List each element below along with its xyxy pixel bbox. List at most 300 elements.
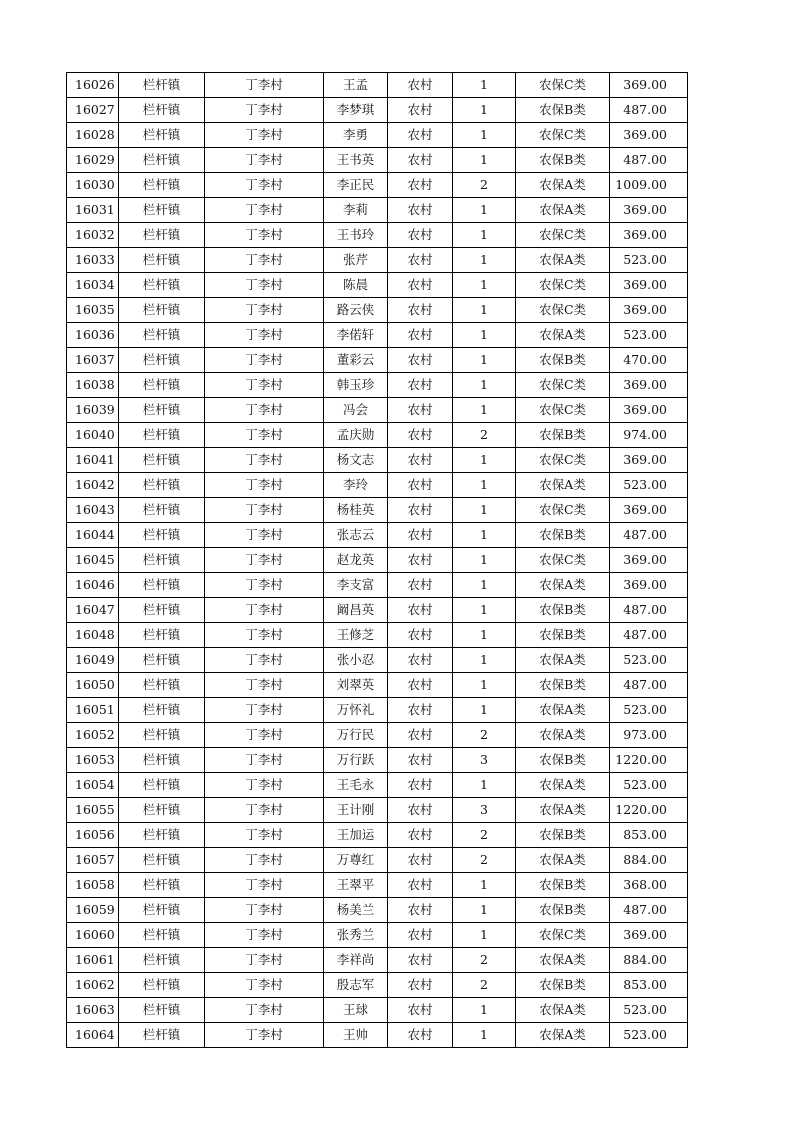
household-type-cell: 农村 xyxy=(388,323,453,348)
amount-cell: 853.00 xyxy=(610,823,688,848)
table-row xyxy=(67,948,688,973)
record-id-cell: 16052 xyxy=(67,723,119,748)
insurance-class-cell: 农保B类 xyxy=(516,973,610,998)
amount-cell: 1220.00 xyxy=(610,798,688,823)
person-count-cell: 1 xyxy=(453,898,516,923)
record-id-cell: 16041 xyxy=(67,448,119,473)
record-id-cell: 16046 xyxy=(67,573,119,598)
household-type-cell: 农村 xyxy=(388,373,453,398)
village-cell: 丁李村 xyxy=(205,598,324,623)
insurance-class-cell: 农保C类 xyxy=(516,923,610,948)
person-count-cell: 1 xyxy=(453,323,516,348)
insurance-class-cell: 农保A类 xyxy=(516,198,610,223)
village-cell: 丁李村 xyxy=(205,398,324,423)
insurance-class-cell: 农保A类 xyxy=(516,723,610,748)
household-type-cell: 农村 xyxy=(388,598,453,623)
person-count-cell: 1 xyxy=(453,223,516,248)
town-cell: 栏杆镇 xyxy=(119,698,205,723)
household-type-cell: 农村 xyxy=(388,173,453,198)
table-row xyxy=(67,648,688,673)
insurance-class-cell: 农保C类 xyxy=(516,448,610,473)
amount-cell: 523.00 xyxy=(610,998,688,1023)
town-cell: 栏杆镇 xyxy=(119,473,205,498)
record-id-cell: 16062 xyxy=(67,973,119,998)
table-row xyxy=(67,123,688,148)
name-cell: 张秀兰 xyxy=(324,923,388,948)
name-cell: 王翠平 xyxy=(324,873,388,898)
record-id-cell: 16044 xyxy=(67,523,119,548)
village-cell: 丁李村 xyxy=(205,98,324,123)
amount-cell: 523.00 xyxy=(610,323,688,348)
household-type-cell: 农村 xyxy=(388,548,453,573)
amount-cell: 523.00 xyxy=(610,1023,688,1048)
person-count-cell: 1 xyxy=(453,598,516,623)
amount-cell: 369.00 xyxy=(610,498,688,523)
village-cell: 丁李村 xyxy=(205,323,324,348)
name-cell: 李祥尚 xyxy=(324,948,388,973)
household-type-cell: 农村 xyxy=(388,998,453,1023)
town-cell: 栏杆镇 xyxy=(119,173,205,198)
household-type-cell: 农村 xyxy=(388,73,453,98)
table-row xyxy=(67,473,688,498)
town-cell: 栏杆镇 xyxy=(119,498,205,523)
record-id-cell: 16064 xyxy=(67,1023,119,1048)
name-cell: 路云侠 xyxy=(324,298,388,323)
name-cell: 万尊红 xyxy=(324,848,388,873)
insurance-class-cell: 农保A类 xyxy=(516,998,610,1023)
person-count-cell: 2 xyxy=(453,948,516,973)
insurance-class-cell: 农保A类 xyxy=(516,798,610,823)
town-cell: 栏杆镇 xyxy=(119,73,205,98)
household-type-cell: 农村 xyxy=(388,623,453,648)
amount-cell: 369.00 xyxy=(610,298,688,323)
record-id-cell: 16049 xyxy=(67,648,119,673)
town-cell: 栏杆镇 xyxy=(119,623,205,648)
town-cell: 栏杆镇 xyxy=(119,398,205,423)
table-row xyxy=(67,148,688,173)
table-row xyxy=(67,523,688,548)
household-type-cell: 农村 xyxy=(388,923,453,948)
person-count-cell: 1 xyxy=(453,773,516,798)
table-row xyxy=(67,273,688,298)
person-count-cell: 1 xyxy=(453,473,516,498)
amount-cell: 884.00 xyxy=(610,848,688,873)
town-cell: 栏杆镇 xyxy=(119,948,205,973)
name-cell: 李梦琪 xyxy=(324,98,388,123)
insurance-class-cell: 农保A类 xyxy=(516,1023,610,1048)
table-row xyxy=(67,373,688,398)
insurance-class-cell: 农保B类 xyxy=(516,898,610,923)
town-cell: 栏杆镇 xyxy=(119,998,205,1023)
town-cell: 栏杆镇 xyxy=(119,523,205,548)
town-cell: 栏杆镇 xyxy=(119,823,205,848)
table-row xyxy=(67,323,688,348)
name-cell: 刘翠英 xyxy=(324,673,388,698)
name-cell: 王孟 xyxy=(324,73,388,98)
amount-cell: 369.00 xyxy=(610,398,688,423)
name-cell: 王书玲 xyxy=(324,223,388,248)
record-id-cell: 16059 xyxy=(67,898,119,923)
amount-cell: 487.00 xyxy=(610,148,688,173)
record-id-cell: 16047 xyxy=(67,598,119,623)
record-id-cell: 16063 xyxy=(67,998,119,1023)
household-type-cell: 农村 xyxy=(388,98,453,123)
town-cell: 栏杆镇 xyxy=(119,423,205,448)
insurance-class-cell: 农保C类 xyxy=(516,273,610,298)
household-type-cell: 农村 xyxy=(388,223,453,248)
name-cell: 陈晨 xyxy=(324,273,388,298)
person-count-cell: 1 xyxy=(453,648,516,673)
table-row xyxy=(67,248,688,273)
village-cell: 丁李村 xyxy=(205,548,324,573)
name-cell: 李勇 xyxy=(324,123,388,148)
person-count-cell: 2 xyxy=(453,723,516,748)
village-cell: 丁李村 xyxy=(205,248,324,273)
amount-cell: 369.00 xyxy=(610,548,688,573)
village-cell: 丁李村 xyxy=(205,523,324,548)
amount-cell: 368.00 xyxy=(610,873,688,898)
insurance-class-cell: 农保C类 xyxy=(516,223,610,248)
record-id-cell: 16057 xyxy=(67,848,119,873)
insurance-class-cell: 农保C类 xyxy=(516,123,610,148)
table-row xyxy=(67,998,688,1023)
table-row xyxy=(67,1023,688,1048)
person-count-cell: 1 xyxy=(453,923,516,948)
town-cell: 栏杆镇 xyxy=(119,848,205,873)
table-row xyxy=(67,173,688,198)
record-id-cell: 16030 xyxy=(67,173,119,198)
amount-cell: 523.00 xyxy=(610,248,688,273)
record-id-cell: 16037 xyxy=(67,348,119,373)
town-cell: 栏杆镇 xyxy=(119,648,205,673)
person-count-cell: 2 xyxy=(453,173,516,198)
household-type-cell: 农村 xyxy=(388,473,453,498)
name-cell: 杨桂英 xyxy=(324,498,388,523)
record-id-cell: 16031 xyxy=(67,198,119,223)
name-cell: 李正民 xyxy=(324,173,388,198)
household-type-cell: 农村 xyxy=(388,498,453,523)
record-id-cell: 16039 xyxy=(67,398,119,423)
insurance-class-cell: 农保A类 xyxy=(516,248,610,273)
household-type-cell: 农村 xyxy=(388,648,453,673)
amount-cell: 523.00 xyxy=(610,773,688,798)
insurance-class-cell: 农保A类 xyxy=(516,173,610,198)
record-id-cell: 16035 xyxy=(67,298,119,323)
name-cell: 王帅 xyxy=(324,1023,388,1048)
town-cell: 栏杆镇 xyxy=(119,248,205,273)
household-type-cell: 农村 xyxy=(388,398,453,423)
table-row xyxy=(67,898,688,923)
insurance-class-cell: 农保B类 xyxy=(516,523,610,548)
village-cell: 丁李村 xyxy=(205,573,324,598)
table-row xyxy=(67,873,688,898)
insurance-class-cell: 农保C类 xyxy=(516,73,610,98)
village-cell: 丁李村 xyxy=(205,198,324,223)
insurance-class-cell: 农保C类 xyxy=(516,298,610,323)
record-id-cell: 16028 xyxy=(67,123,119,148)
record-id-cell: 16053 xyxy=(67,748,119,773)
name-cell: 李支富 xyxy=(324,573,388,598)
town-cell: 栏杆镇 xyxy=(119,773,205,798)
insurance-class-cell: 农保A类 xyxy=(516,323,610,348)
household-type-cell: 农村 xyxy=(388,698,453,723)
town-cell: 栏杆镇 xyxy=(119,348,205,373)
name-cell: 董彩云 xyxy=(324,348,388,373)
name-cell: 杨文志 xyxy=(324,448,388,473)
household-type-cell: 农村 xyxy=(388,673,453,698)
person-count-cell: 1 xyxy=(453,623,516,648)
amount-cell: 487.00 xyxy=(610,673,688,698)
town-cell: 栏杆镇 xyxy=(119,548,205,573)
amount-cell: 973.00 xyxy=(610,723,688,748)
record-id-cell: 16054 xyxy=(67,773,119,798)
person-count-cell: 2 xyxy=(453,848,516,873)
record-id-cell: 16050 xyxy=(67,673,119,698)
town-cell: 栏杆镇 xyxy=(119,973,205,998)
village-cell: 丁李村 xyxy=(205,173,324,198)
village-cell: 丁李村 xyxy=(205,748,324,773)
insurance-class-cell: 农保B类 xyxy=(516,873,610,898)
insurance-class-cell: 农保B类 xyxy=(516,423,610,448)
household-type-cell: 农村 xyxy=(388,123,453,148)
person-count-cell: 3 xyxy=(453,798,516,823)
town-cell: 栏杆镇 xyxy=(119,123,205,148)
insurance-class-cell: 农保A类 xyxy=(516,948,610,973)
table-row xyxy=(67,673,688,698)
amount-cell: 369.00 xyxy=(610,223,688,248)
village-cell: 丁李村 xyxy=(205,448,324,473)
name-cell: 万怀礼 xyxy=(324,698,388,723)
table-row xyxy=(67,848,688,873)
insurance-class-cell: 农保B类 xyxy=(516,623,610,648)
name-cell: 张芹 xyxy=(324,248,388,273)
household-type-cell: 农村 xyxy=(388,198,453,223)
amount-cell: 487.00 xyxy=(610,598,688,623)
name-cell: 赵龙英 xyxy=(324,548,388,573)
household-type-cell: 农村 xyxy=(388,873,453,898)
household-type-cell: 农村 xyxy=(388,448,453,473)
town-cell: 栏杆镇 xyxy=(119,923,205,948)
household-type-cell: 农村 xyxy=(388,798,453,823)
table-row xyxy=(67,198,688,223)
person-count-cell: 1 xyxy=(453,198,516,223)
table-row xyxy=(67,448,688,473)
person-count-cell: 1 xyxy=(453,148,516,173)
person-count-cell: 1 xyxy=(453,73,516,98)
person-count-cell: 1 xyxy=(453,448,516,473)
household-type-cell: 农村 xyxy=(388,248,453,273)
amount-cell: 369.00 xyxy=(610,123,688,148)
amount-cell: 1009.00 xyxy=(610,173,688,198)
person-count-cell: 1 xyxy=(453,698,516,723)
household-type-cell: 农村 xyxy=(388,748,453,773)
record-id-cell: 16056 xyxy=(67,823,119,848)
record-id-cell: 16026 xyxy=(67,73,119,98)
record-id-cell: 16027 xyxy=(67,98,119,123)
insurance-class-cell: 农保B类 xyxy=(516,148,610,173)
table-row xyxy=(67,398,688,423)
table-row xyxy=(67,598,688,623)
amount-cell: 523.00 xyxy=(610,648,688,673)
table-row xyxy=(67,798,688,823)
table-row xyxy=(67,298,688,323)
record-id-cell: 16058 xyxy=(67,873,119,898)
name-cell: 李玲 xyxy=(324,473,388,498)
person-count-cell: 1 xyxy=(453,348,516,373)
person-count-cell: 1 xyxy=(453,998,516,1023)
table-row xyxy=(67,773,688,798)
person-count-cell: 1 xyxy=(453,123,516,148)
household-type-cell: 农村 xyxy=(388,423,453,448)
table-row xyxy=(67,498,688,523)
insurance-class-cell: 农保C类 xyxy=(516,373,610,398)
village-cell: 丁李村 xyxy=(205,773,324,798)
village-cell: 丁李村 xyxy=(205,673,324,698)
town-cell: 栏杆镇 xyxy=(119,748,205,773)
town-cell: 栏杆镇 xyxy=(119,373,205,398)
amount-cell: 884.00 xyxy=(610,948,688,973)
table-row xyxy=(67,423,688,448)
subsidy-table xyxy=(66,72,688,1048)
record-id-cell: 16033 xyxy=(67,248,119,273)
person-count-cell: 2 xyxy=(453,823,516,848)
name-cell: 王球 xyxy=(324,998,388,1023)
record-id-cell: 16029 xyxy=(67,148,119,173)
table-row xyxy=(67,723,688,748)
insurance-class-cell: 农保B类 xyxy=(516,823,610,848)
name-cell: 殷志军 xyxy=(324,973,388,998)
insurance-class-cell: 农保A类 xyxy=(516,698,610,723)
town-cell: 栏杆镇 xyxy=(119,573,205,598)
table-row xyxy=(67,573,688,598)
household-type-cell: 农村 xyxy=(388,948,453,973)
amount-cell: 369.00 xyxy=(610,373,688,398)
insurance-class-cell: 农保C类 xyxy=(516,498,610,523)
person-count-cell: 2 xyxy=(453,423,516,448)
household-type-cell: 农村 xyxy=(388,823,453,848)
town-cell: 栏杆镇 xyxy=(119,873,205,898)
village-cell: 丁李村 xyxy=(205,273,324,298)
record-id-cell: 16043 xyxy=(67,498,119,523)
village-cell: 丁李村 xyxy=(205,823,324,848)
amount-cell: 487.00 xyxy=(610,898,688,923)
record-id-cell: 16034 xyxy=(67,273,119,298)
village-cell: 丁李村 xyxy=(205,223,324,248)
village-cell: 丁李村 xyxy=(205,948,324,973)
person-count-cell: 2 xyxy=(453,973,516,998)
table-row xyxy=(67,923,688,948)
village-cell: 丁李村 xyxy=(205,1023,324,1048)
village-cell: 丁李村 xyxy=(205,298,324,323)
insurance-class-cell: 农保B类 xyxy=(516,673,610,698)
town-cell: 栏杆镇 xyxy=(119,273,205,298)
household-type-cell: 农村 xyxy=(388,298,453,323)
person-count-cell: 1 xyxy=(453,523,516,548)
table-row xyxy=(67,548,688,573)
village-cell: 丁李村 xyxy=(205,348,324,373)
person-count-cell: 1 xyxy=(453,1023,516,1048)
village-cell: 丁李村 xyxy=(205,73,324,98)
table-row xyxy=(67,348,688,373)
name-cell: 张志云 xyxy=(324,523,388,548)
table-row xyxy=(67,973,688,998)
record-id-cell: 16045 xyxy=(67,548,119,573)
name-cell: 李莉 xyxy=(324,198,388,223)
village-cell: 丁李村 xyxy=(205,123,324,148)
name-cell: 万行跃 xyxy=(324,748,388,773)
town-cell: 栏杆镇 xyxy=(119,723,205,748)
insurance-class-cell: 农保A类 xyxy=(516,473,610,498)
person-count-cell: 1 xyxy=(453,498,516,523)
household-type-cell: 农村 xyxy=(388,273,453,298)
town-cell: 栏杆镇 xyxy=(119,598,205,623)
amount-cell: 369.00 xyxy=(610,73,688,98)
village-cell: 丁李村 xyxy=(205,148,324,173)
insurance-class-cell: 农保A类 xyxy=(516,848,610,873)
village-cell: 丁李村 xyxy=(205,923,324,948)
amount-cell: 487.00 xyxy=(610,623,688,648)
village-cell: 丁李村 xyxy=(205,998,324,1023)
town-cell: 栏杆镇 xyxy=(119,798,205,823)
table-row xyxy=(67,698,688,723)
name-cell: 万行民 xyxy=(324,723,388,748)
household-type-cell: 农村 xyxy=(388,523,453,548)
name-cell: 王修芝 xyxy=(324,623,388,648)
person-count-cell: 1 xyxy=(453,873,516,898)
amount-cell: 487.00 xyxy=(610,523,688,548)
town-cell: 栏杆镇 xyxy=(119,323,205,348)
person-count-cell: 1 xyxy=(453,298,516,323)
amount-cell: 369.00 xyxy=(610,573,688,598)
person-count-cell: 1 xyxy=(453,248,516,273)
town-cell: 栏杆镇 xyxy=(119,198,205,223)
person-count-cell: 1 xyxy=(453,98,516,123)
village-cell: 丁李村 xyxy=(205,873,324,898)
table-row xyxy=(67,73,688,98)
insurance-class-cell: 农保C类 xyxy=(516,548,610,573)
person-count-cell: 1 xyxy=(453,573,516,598)
insurance-class-cell: 农保A类 xyxy=(516,648,610,673)
amount-cell: 369.00 xyxy=(610,448,688,473)
name-cell: 冯会 xyxy=(324,398,388,423)
name-cell: 孟庆勋 xyxy=(324,423,388,448)
insurance-class-cell: 农保B类 xyxy=(516,348,610,373)
village-cell: 丁李村 xyxy=(205,798,324,823)
record-id-cell: 16032 xyxy=(67,223,119,248)
household-type-cell: 农村 xyxy=(388,848,453,873)
table-body xyxy=(67,73,688,1048)
town-cell: 栏杆镇 xyxy=(119,98,205,123)
amount-cell: 369.00 xyxy=(610,273,688,298)
household-type-cell: 农村 xyxy=(388,573,453,598)
village-cell: 丁李村 xyxy=(205,723,324,748)
table-row xyxy=(67,748,688,773)
amount-cell: 523.00 xyxy=(610,473,688,498)
record-id-cell: 16048 xyxy=(67,623,119,648)
person-count-cell: 1 xyxy=(453,273,516,298)
village-cell: 丁李村 xyxy=(205,373,324,398)
household-type-cell: 农村 xyxy=(388,773,453,798)
village-cell: 丁李村 xyxy=(205,498,324,523)
name-cell: 王毛永 xyxy=(324,773,388,798)
amount-cell: 853.00 xyxy=(610,973,688,998)
name-cell: 王书英 xyxy=(324,148,388,173)
table-row xyxy=(67,98,688,123)
name-cell: 韩玉珍 xyxy=(324,373,388,398)
person-count-cell: 1 xyxy=(453,673,516,698)
insurance-class-cell: 农保A类 xyxy=(516,573,610,598)
town-cell: 栏杆镇 xyxy=(119,298,205,323)
